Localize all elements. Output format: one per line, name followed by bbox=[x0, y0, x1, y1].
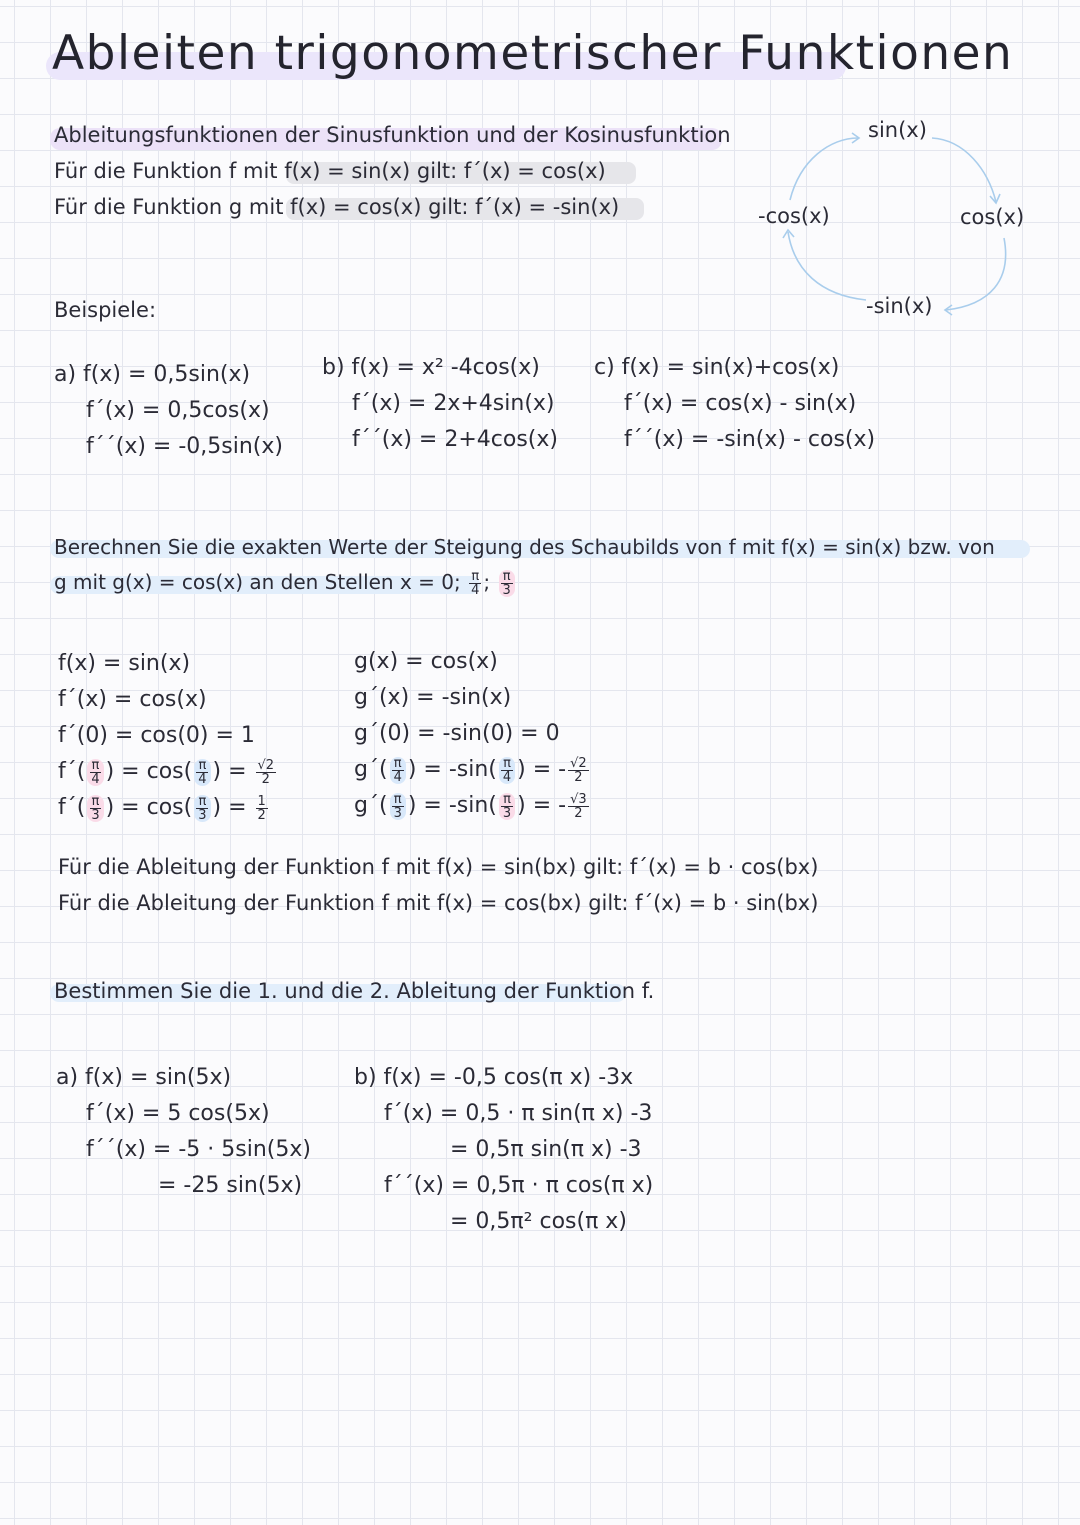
arrow-left-to-top bbox=[790, 138, 858, 200]
frac-pi-3: $\frac{\pi}{3}$ bbox=[499, 570, 515, 597]
sol-g-l5: g´( $\frac{\pi}{3}$ ) = -sin( $\frac{\pi}{3}$ ) = - $\frac{√3}{2}$ bbox=[354, 791, 587, 821]
task2-b-f2: f´´(x) = 0,5π · π cos(π x) bbox=[384, 1173, 654, 1198]
task1-line2: g mit g(x) = cos(x) an den Stellen x = 0; $\frac{\pi}{4}$ ; $\frac{\pi}{3}$ bbox=[54, 568, 517, 597]
sol-g-l3: g´(0) = -sin(0) = 0 bbox=[354, 721, 560, 746]
cycle-sin: sin(x) bbox=[868, 118, 927, 142]
frac-pi-4: $\frac{\pi}{4}$ bbox=[471, 569, 480, 598]
example-b-f: b) f(x) = x² -4cos(x) bbox=[322, 355, 540, 380]
arrow-top-to-right bbox=[932, 138, 996, 202]
task2-a-f2-result: = -25 sin(5x) bbox=[158, 1173, 303, 1198]
example-c-f: c) f(x) = sin(x)+cos(x) bbox=[594, 355, 840, 380]
sol-g-l2: g´(x) = -sin(x) bbox=[354, 685, 512, 710]
example-a-f2: f´´(x) = -0,5sin(x) bbox=[86, 434, 283, 459]
task2-a-f1: f´(x) = 5 cos(5x) bbox=[86, 1101, 270, 1126]
cycle-minus-cos: -cos(x) bbox=[758, 204, 830, 228]
page-title: Ableiten trigonometrischer Funktionen bbox=[52, 26, 1014, 81]
example-b-f2: f´´(x) = 2+4cos(x) bbox=[352, 427, 558, 452]
task1-line2-text: g mit g(x) = cos(x) an den Stellen x = 0; bbox=[54, 570, 461, 594]
chain-rule-sin: Für die Ableitung der Funktion f mit f(x) = sin(bx) gilt: f´(x) = b · cos(bx) bbox=[58, 855, 819, 879]
task2-heading: Bestimmen Sie die 1. und die 2. Ableitung der Funktion f. bbox=[54, 979, 655, 1003]
sol-f-l4: f´( $\frac{\pi}{4}$ ) = cos( $\frac{\pi}{4}$ ) = $\frac{√2}{2}$ bbox=[58, 757, 275, 787]
sol-f-l2: f´(x) = cos(x) bbox=[58, 687, 207, 712]
example-b-f1: f´(x) = 2x+4sin(x) bbox=[352, 391, 555, 416]
sol-f-l5: f´( $\frac{\pi}{3}$ ) = cos( $\frac{\pi}{3}$ ) = $\frac{1}{2}$ bbox=[58, 793, 266, 823]
rule-cos: Für die Funktion g mit f(x) = cos(x) gilt: f´(x) = -sin(x) bbox=[54, 195, 620, 219]
task2-a-f2: f´´(x) = -5 · 5sin(5x) bbox=[86, 1137, 311, 1162]
rule-sin: Für die Funktion f mit f(x) = sin(x) gilt: f´(x) = cos(x) bbox=[54, 159, 606, 183]
sol-g-l4: g´( $\frac{\pi}{4}$ ) = -sin( $\frac{\pi}{4}$ ) = - $\frac{√2}{2}$ bbox=[354, 755, 587, 785]
task2-b-f2-result: = 0,5π² cos(π x) bbox=[450, 1209, 627, 1234]
intro-heading: Ableitungsfunktionen der Sinusfunktion und der Kosinusfunktion bbox=[54, 123, 731, 147]
sol-g-l1: g(x) = cos(x) bbox=[354, 649, 498, 674]
sol-f-l3: f´(0) = cos(0) = 1 bbox=[58, 723, 255, 748]
arrow-right-to-bottom bbox=[946, 238, 1006, 310]
example-a-f1: f´(x) = 0,5cos(x) bbox=[86, 398, 270, 423]
example-c-f1: f´(x) = cos(x) - sin(x) bbox=[624, 391, 857, 416]
task2-b-f: b) f(x) = -0,5 cos(π x) -3x bbox=[354, 1065, 634, 1090]
cycle-cos: cos(x) bbox=[960, 205, 1025, 229]
sol-f-l1: f(x) = sin(x) bbox=[58, 651, 191, 676]
task2-b-f1: f´(x) = 0,5 · π sin(π x) -3 bbox=[384, 1101, 653, 1126]
task2-a-f: a) f(x) = sin(5x) bbox=[56, 1065, 232, 1090]
example-a-f: a) f(x) = 0,5sin(x) bbox=[54, 362, 251, 387]
task1-line1: Berechnen Sie die exakten Werte der Steigung des Schaubilds von f mit f(x) = sin(x) bzw. von bbox=[54, 535, 995, 559]
chain-rule-cos: Für die Ableitung der Funktion f mit f(x) = cos(bx) gilt: f´(x) = b · sin(bx) bbox=[58, 891, 819, 915]
examples-label: Beispiele: bbox=[54, 298, 157, 322]
cycle-minus-sin: -sin(x) bbox=[866, 294, 933, 318]
example-c-f2: f´´(x) = -sin(x) - cos(x) bbox=[624, 427, 876, 452]
arrow-bottom-to-left bbox=[788, 232, 866, 300]
task2-b-f1-simplified: = 0,5π sin(π x) -3 bbox=[450, 1137, 642, 1162]
